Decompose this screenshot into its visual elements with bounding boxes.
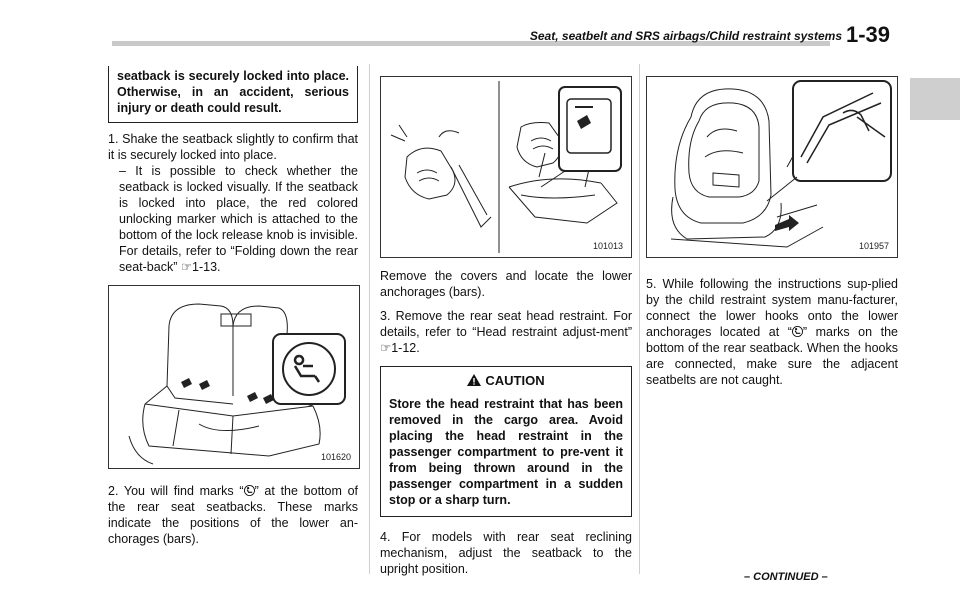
column-2	[380, 76, 632, 577]
child-seat-anchor-icon	[792, 326, 803, 337]
section-tab	[910, 78, 960, 120]
figure-id: 101957	[858, 241, 889, 251]
paragraph-locate-anchorages: Remove the covers and locate the lower anchorages (bars).	[380, 269, 632, 299]
continued-label: – CONTINUED –	[744, 571, 828, 583]
anchorage-figure	[380, 76, 632, 258]
child-seat-figure	[646, 76, 898, 258]
step-1: 1. Shake the seatback slightly to confirm that it is securely locked into place.	[108, 132, 358, 162]
rear-seat-figure	[108, 285, 360, 469]
figure-id: 101013	[592, 241, 623, 251]
anchorage-illustration	[381, 77, 631, 257]
step-5: 5. While following the instructions sup-plied by the child restraint system manu-facturer, connect the lower hooks onto the lower anchorages located at “ ” marks on the bottom of the rear seatback. When the hooks are connected, make sure the adjacent seatbelts are not caught.	[646, 277, 898, 387]
warning-box-continued	[108, 66, 358, 123]
column-divider	[639, 64, 640, 574]
caution-text: Store the head restraint that has been removed in the cargo area. Avoid placing the head restraint in the passenger compartment to pre-vent it from being thrown around in the passenger compartment in a sudden stop or a sharp turn.	[389, 397, 623, 507]
rear-seat-illustration	[109, 286, 359, 468]
column-3	[646, 76, 898, 388]
page-number: 1-39	[846, 22, 891, 47]
caution-box	[380, 366, 632, 517]
column-1	[108, 66, 358, 547]
step-3: 3. Remove the rear seat head restraint. For details, refer to “Head restraint adjust-ment” ☞1-12.	[380, 309, 632, 355]
figure-id: 101620	[320, 452, 351, 462]
step-2: 2. You will find marks “ ” at the bottom of the rear seat seatbacks. These marks indicate the positions of the lower an-chorages (bars).	[108, 484, 359, 546]
child-seat-anchor-icon	[244, 485, 255, 496]
column-divider	[369, 64, 370, 574]
caution-header	[389, 373, 623, 388]
step-4: 4. For models with rear seat reclining mechanism, adjust the seatback to the upright position.	[380, 530, 632, 576]
section-title: Seat, seatbelt and SRS airbags/Child restraint systems	[529, 29, 842, 43]
caution-title: CAUTION	[485, 373, 545, 388]
child-seat-illustration	[647, 77, 897, 257]
warning-text: seatback is securely locked into place. Otherwise, in an accident, serious injury or death could result.	[117, 69, 349, 115]
step-1-note: – It is possible to check whether the seatback is locked visually. If the seatback is locked into place, the red colored unlocking marker which is attached to the bottom of the lock release knob is invisible. For details, refer to “Folding down the rear seat-back” ☞1-13.	[119, 164, 358, 274]
warning-triangle-icon	[467, 374, 481, 386]
